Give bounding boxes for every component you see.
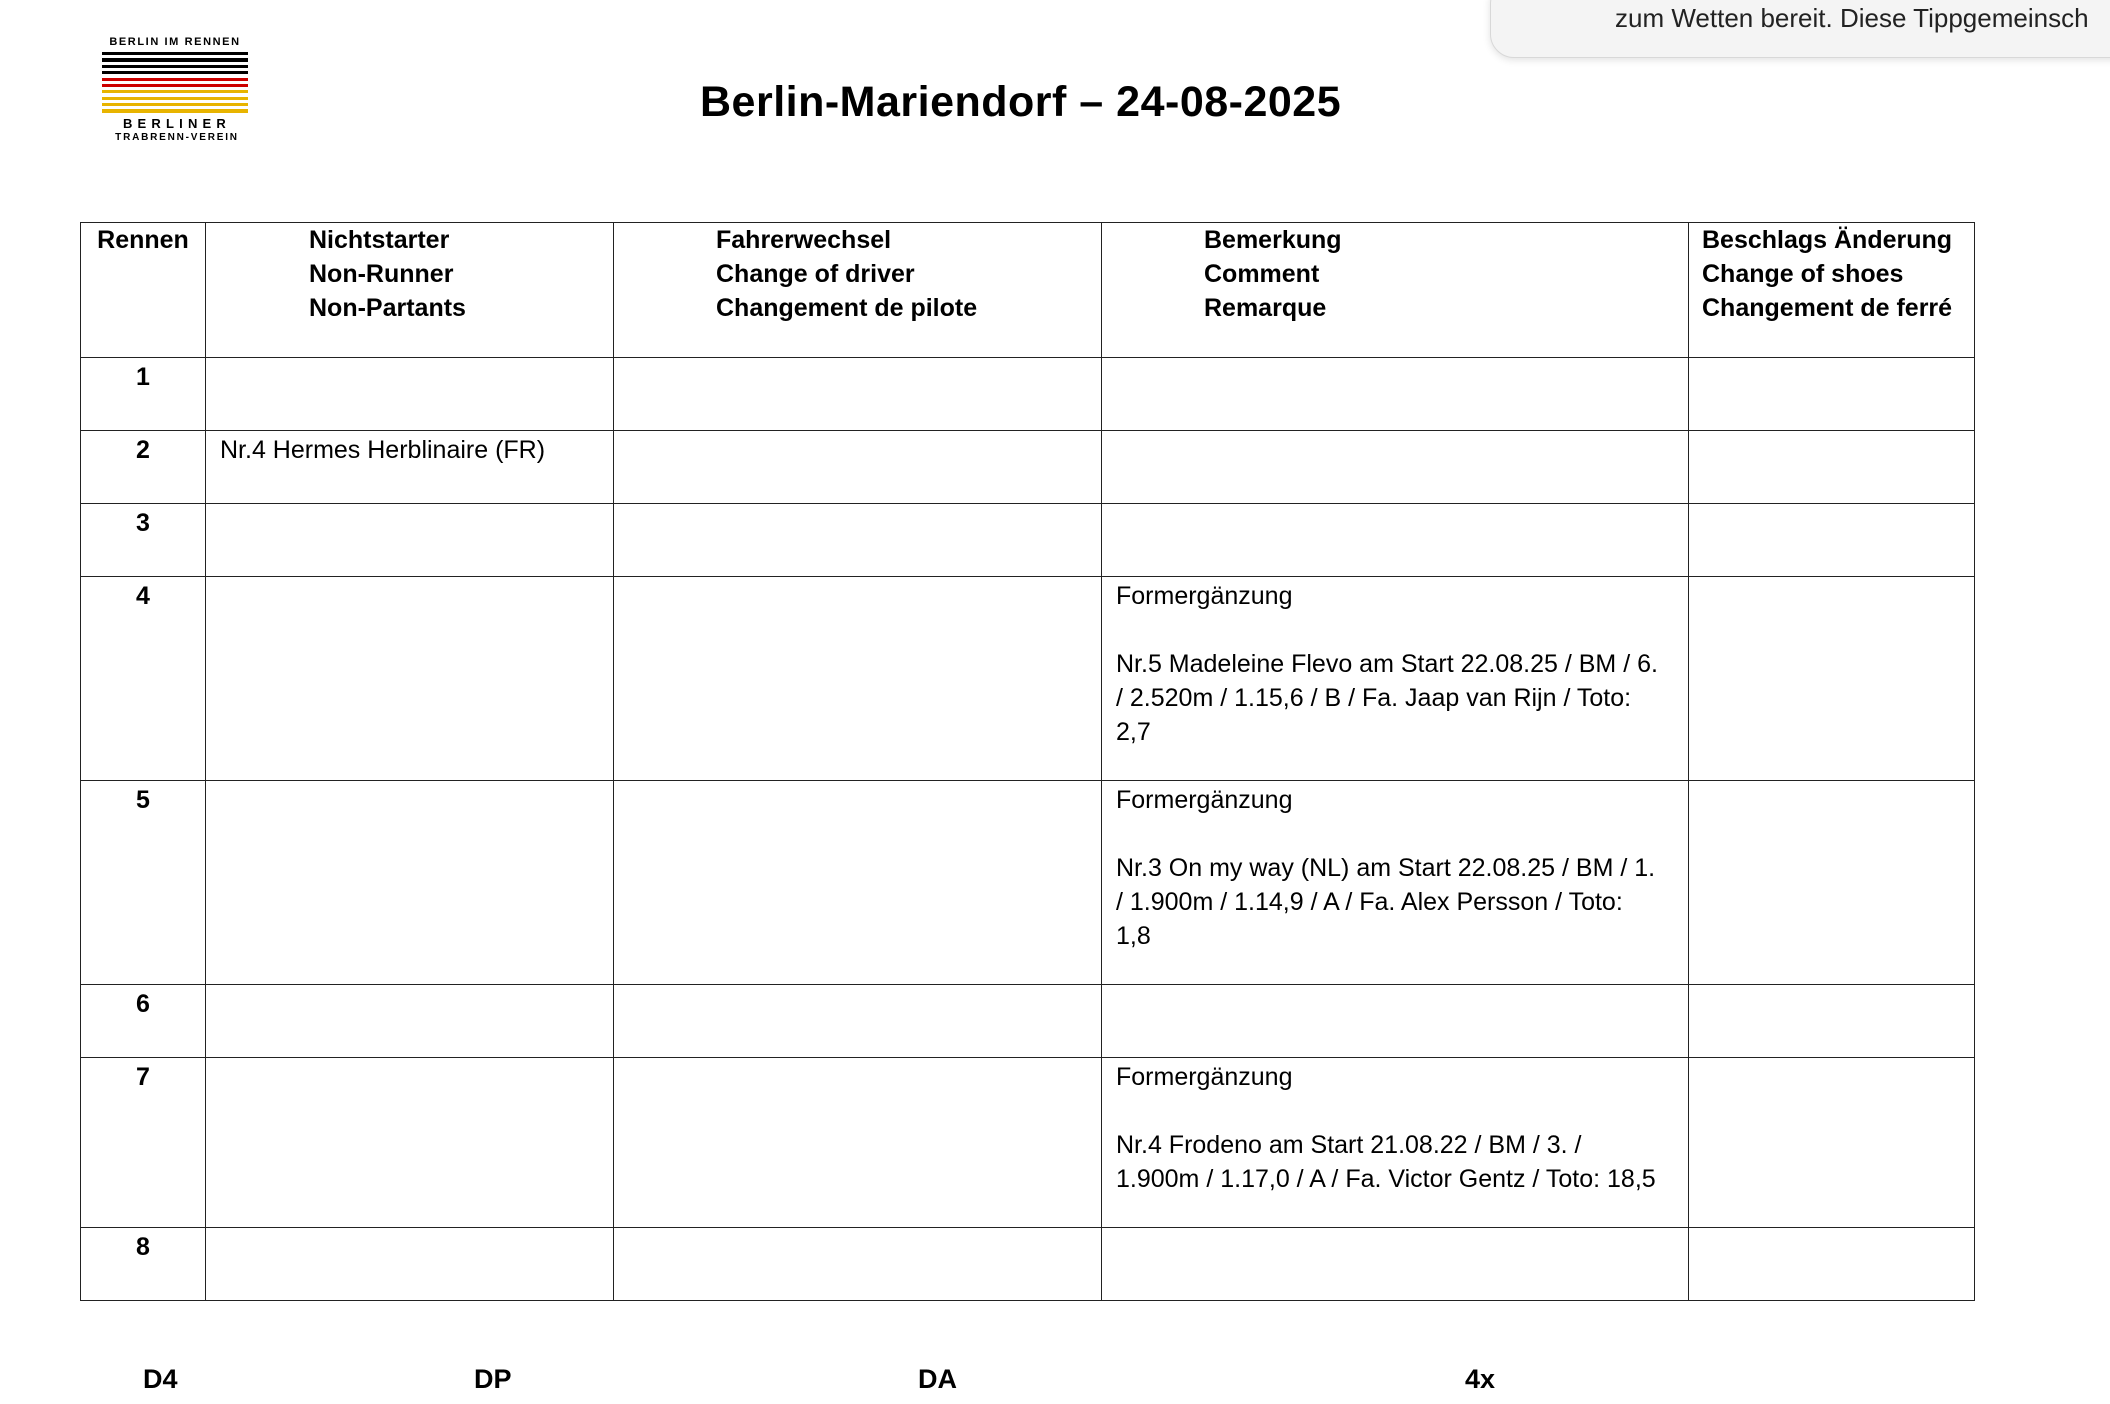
header-beschlag-en: Change of shoes bbox=[1702, 260, 1904, 288]
fahrerwechsel-cell bbox=[614, 504, 1102, 577]
bemerkung-line: / 2.520m / 1.15,6 / B / Fa. Jaap van Rijn / Toto: bbox=[1116, 684, 1632, 712]
bemerkung-cell bbox=[1102, 577, 1689, 781]
header-nichtstarter-fr: Non-Partants bbox=[309, 294, 466, 322]
table-row bbox=[81, 431, 1975, 504]
header-nichtstarter-en: Non-Runner bbox=[309, 260, 454, 288]
race-number: 7 bbox=[81, 1058, 206, 1228]
header-fahrerwechsel-en: Change of driver bbox=[716, 260, 915, 288]
logo-stripes-emblem bbox=[102, 52, 248, 113]
beschlag-cell bbox=[1689, 1058, 1975, 1228]
bemerkung-line: 2,7 bbox=[1116, 718, 1151, 746]
fahrerwechsel-cell bbox=[614, 358, 1102, 431]
beschlag-cell bbox=[1689, 1228, 1975, 1301]
page-title: Berlin-Mariendorf – 24-08-2025 bbox=[700, 78, 1342, 126]
fahrerwechsel-cell bbox=[614, 1228, 1102, 1301]
beschlag-cell bbox=[1689, 577, 1975, 781]
logo-stripe bbox=[102, 84, 248, 87]
header-bemerkung-fr: Remarque bbox=[1204, 294, 1327, 322]
bemerkung-blank-line bbox=[1116, 817, 1674, 851]
bemerkung-cell bbox=[1102, 1228, 1689, 1301]
race-number: 8 bbox=[81, 1228, 206, 1301]
logo-stripe bbox=[102, 90, 248, 93]
logo-stripe bbox=[102, 109, 248, 112]
bemerkung-cell bbox=[1102, 781, 1689, 985]
table-row bbox=[81, 504, 1975, 577]
header-nichtstarter bbox=[206, 223, 614, 358]
race-number: 2 bbox=[81, 431, 206, 504]
bemerkung-line: Formergänzung bbox=[1116, 582, 1293, 610]
nichtstarter-cell bbox=[206, 1058, 614, 1228]
header-bemerkung-de: Bemerkung bbox=[1204, 226, 1342, 254]
berliner-trabrenn-verein-logo bbox=[102, 36, 252, 143]
nichtstarter-cell bbox=[206, 577, 614, 781]
logo-stripe bbox=[102, 58, 248, 61]
beschlag-cell bbox=[1689, 781, 1975, 985]
header-beschlag-fr: Changement de ferré bbox=[1702, 294, 1953, 322]
beschlag-cell bbox=[1689, 985, 1975, 1058]
table-row bbox=[81, 358, 1975, 431]
notification-text: zum Wetten bereit. Diese Tippgemeinsch bbox=[1615, 3, 2089, 33]
notification-banner[interactable] bbox=[1490, 0, 2110, 58]
header-fahrerwechsel-fr: Changement de pilote bbox=[716, 294, 978, 322]
race-number: 1 bbox=[81, 358, 206, 431]
beschlag-cell bbox=[1689, 358, 1975, 431]
bemerkung-line: Formergänzung bbox=[1116, 786, 1293, 814]
table-row bbox=[81, 577, 1975, 781]
fahrerwechsel-cell bbox=[614, 985, 1102, 1058]
beschlag-cell bbox=[1689, 431, 1975, 504]
table-header-row bbox=[81, 223, 1975, 358]
fahrerwechsel-cell bbox=[614, 1058, 1102, 1228]
logo-stripe bbox=[102, 97, 248, 100]
nichtstarter-cell bbox=[206, 781, 614, 985]
race-number: 5 bbox=[81, 781, 206, 985]
logo-stripe bbox=[102, 71, 248, 74]
logo-stripe bbox=[102, 103, 248, 106]
logo-stripe bbox=[102, 78, 248, 81]
bemerkung-cell bbox=[1102, 431, 1689, 504]
logo-top-text: BERLIN IM RENNEN bbox=[109, 36, 241, 48]
bemerkung-cell bbox=[1102, 1058, 1689, 1228]
footer-bet-4x: 4x bbox=[1465, 1364, 1496, 1394]
bemerkung-line: / 1.900m / 1.14,9 / A / Fa. Alex Persson / Toto: bbox=[1116, 888, 1623, 916]
race-changes-table bbox=[80, 222, 1975, 1301]
bemerkung-cell bbox=[1102, 358, 1689, 431]
race-number: 3 bbox=[81, 504, 206, 577]
header-fahrerwechsel-de: Fahrerwechsel bbox=[716, 226, 892, 254]
fahrerwechsel-cell bbox=[614, 431, 1102, 504]
logo-stripe bbox=[102, 65, 248, 68]
bemerkung-line: Nr.3 On my way (NL) am Start 22.08.25 / BM / 1. bbox=[1116, 854, 1656, 882]
nichtstarter-cell bbox=[206, 504, 614, 577]
table-row bbox=[81, 781, 1975, 985]
table-row bbox=[81, 1228, 1975, 1301]
nichtstarter-cell bbox=[206, 1228, 614, 1301]
bemerkung-line: Nr.5 Madeleine Flevo am Start 22.08.25 / BM / 6. bbox=[1116, 650, 1658, 678]
table-row bbox=[81, 985, 1975, 1058]
fahrerwechsel-cell bbox=[614, 781, 1102, 985]
nichtstarter-cell bbox=[206, 985, 614, 1058]
bemerkung-cell bbox=[1102, 504, 1689, 577]
header-nichtstarter-de: Nichtstarter bbox=[309, 226, 450, 254]
header-beschlag-de: Beschlags Änderung bbox=[1702, 226, 1953, 254]
logo-bottom-text-1: BERLINER bbox=[122, 115, 232, 131]
bemerkung-blank-line bbox=[1116, 613, 1674, 647]
footer-bet-dp: DP bbox=[474, 1364, 512, 1394]
bemerkung-line: 1,8 bbox=[1116, 922, 1151, 950]
race-number: 6 bbox=[81, 985, 206, 1058]
header-beschlag bbox=[1689, 223, 1975, 358]
bemerkung-line: Nr.4 Frodeno am Start 21.08.22 / BM / 3. / bbox=[1116, 1131, 1582, 1159]
logo-bottom-text-2: TRABRENN-VEREIN bbox=[115, 131, 239, 143]
logo-stripe bbox=[102, 52, 248, 55]
header-bemerkung bbox=[1102, 223, 1689, 358]
footer-bet-d4: D4 bbox=[143, 1364, 178, 1394]
bemerkung-blank-line bbox=[1116, 1094, 1674, 1128]
table-row bbox=[81, 1058, 1975, 1228]
bemerkung-cell bbox=[1102, 985, 1689, 1058]
header-bemerkung-en: Comment bbox=[1204, 260, 1320, 288]
header-rennen: Rennen bbox=[81, 223, 206, 358]
nichtstarter-cell: Nr.4 Hermes Herblinaire (FR) bbox=[206, 431, 614, 504]
nichtstarter-cell bbox=[206, 358, 614, 431]
bemerkung-line: Formergänzung bbox=[1116, 1063, 1293, 1091]
race-number: 4 bbox=[81, 577, 206, 781]
header-fahrerwechsel bbox=[614, 223, 1102, 358]
beschlag-cell bbox=[1689, 504, 1975, 577]
fahrerwechsel-cell bbox=[614, 577, 1102, 781]
footer-bet-da: DA bbox=[918, 1364, 957, 1394]
bemerkung-line: 1.900m / 1.17,0 / A / Fa. Victor Gentz / Toto: 18,5 bbox=[1116, 1165, 1656, 1193]
